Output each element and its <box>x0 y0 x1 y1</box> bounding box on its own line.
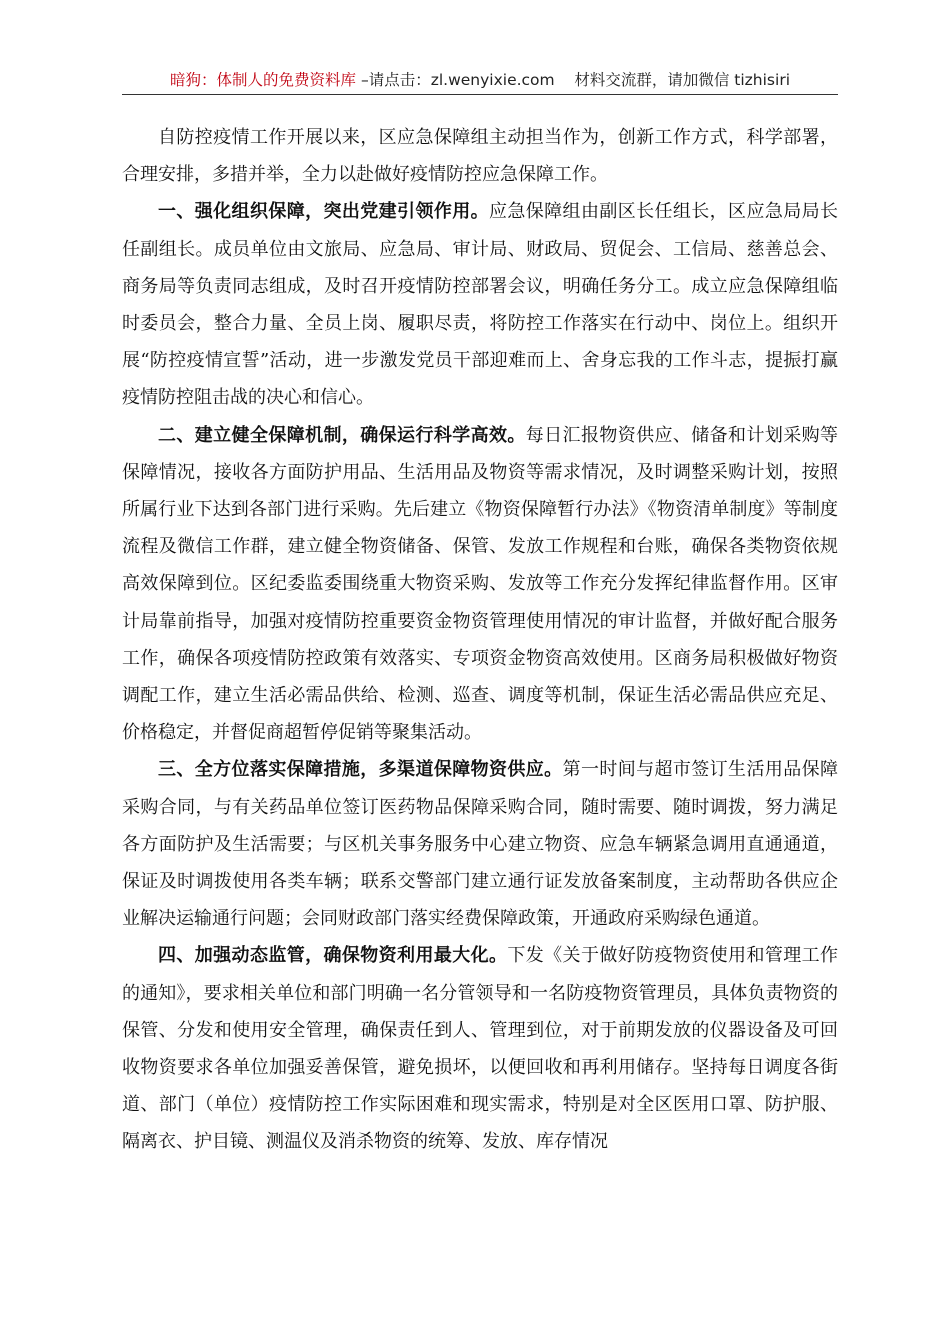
paragraph-section-3 <box>122 751 838 937</box>
document-body <box>122 119 838 1161</box>
paragraph-section-2 <box>122 417 838 752</box>
header-click-prompt: –请点击： <box>356 71 431 89</box>
header-contact-text: 材料交流群，请加微信 tizhisiri <box>574 71 790 89</box>
paragraph-text: 第一时间与超市签订生活用品保障采购合同，与有关药品单位签订医药物品保障采购合同，随时需要、随时调拨，努力满足各方面防护及生活需要；与区机关事务服务中心建立物资、应急车辆紧急调用直通通道，保证及时调拨使用各类车辆；联系交警部门建立通行证发放备案制度，主动帮助各供应企业解决运输通行问题；会同财政部门落实经费保障政策，开通政府采购绿色通道。 <box>122 759 839 930</box>
paragraph-section-1 <box>122 193 838 416</box>
paragraph-intro <box>122 119 838 193</box>
paragraph-text: 自防控疫情工作开展以来，区应急保障组主动担当作为，创新工作方式，科学部署，合理安排，多措并举，全力以赴做好疫情防控应急保障工作。 <box>122 127 838 186</box>
header-divider <box>122 94 838 95</box>
paragraph-text: 每日汇报物资供应、储备和计划采购等保障情况，接收各方面防护用品、生活用品及物资等需求情况，及时调整采购计划，按照所属行业下达到各部门进行采购。先后建立《物资保障暂行办法》《物资清单制度》等制度流程及微信工作群，建立健全物资储备、保管、发放工作规程和台账，确保各类物资依规高效保障到位。区纪委监委围绕重大物资采购、发放等工作充分发挥纪律监督作用。区审计局靠前指导，加强对疫情防控重要资金物资管理使用情况的审计监督，并做好配合服务工作，确保各项疫情防控政策有效落实、专项资金物资高效使用。区商务局积极做好物资调配工作，建立生活必需品供给、检测、巡查、调度等机制，保证生活必需品供应充足、价格稳定，并督促商超暂停促销等聚集活动。 <box>122 424 839 744</box>
section-heading: 一、强化组织保障，突出党建引领作用。 <box>158 201 489 223</box>
section-heading: 四、加强动态监管，确保物资利用最大化。 <box>158 945 508 967</box>
paragraph-section-4 <box>122 937 838 1160</box>
section-heading: 二、建立健全保障机制，确保运行科学高效。 <box>158 424 526 446</box>
page-header <box>122 68 838 92</box>
header-site-name: 暗狗：体制人的免费资料库 <box>170 71 357 89</box>
header-url-link[interactable]: zl.wenyixie.com <box>430 71 555 89</box>
section-heading: 三、全方位落实保障措施，多渠道保障物资供应。 <box>158 759 563 781</box>
paragraph-text: 应急保障组由副区长任组长，区应急局局长任副组长。成员单位由文旅局、应急局、审计局、财政局、贸促会、工信局、慈善总会、商务局等负责同志组成，及时召开疫情防控部署会议，明确任务分工。成立应急保障组临时委员会，整合力量、全员上岗、履职尽责，将防控工作落实在行动中、岗位上。组织开展“防控疫情宣誓”活动，进一步激发党员干部迎难而上、舍身忘我的工作斗志，提振打赢疫情防控阻击战的决心和信心。 <box>122 201 838 409</box>
paragraph-text: 下发《关于做好防疫物资使用和管理工作的通知》，要求相关单位和部门明确一名分管领导和一名防疫物资管理员，具体负责物资的保管、分发和使用安全管理，确保责任到人、管理到位，对于前期发放的仪器设备及可回收物资要求各单位加强妥善保管，避免损坏，以便回收和再利用储存。坚持每日调度各街道、部门（单位）疫情防控工作实际困难和现实需求，特别是对全区医用口罩、防护服、隔离衣、护目镜、测温仪及消杀物资的统筹、发放、库存情况 <box>122 945 838 1153</box>
